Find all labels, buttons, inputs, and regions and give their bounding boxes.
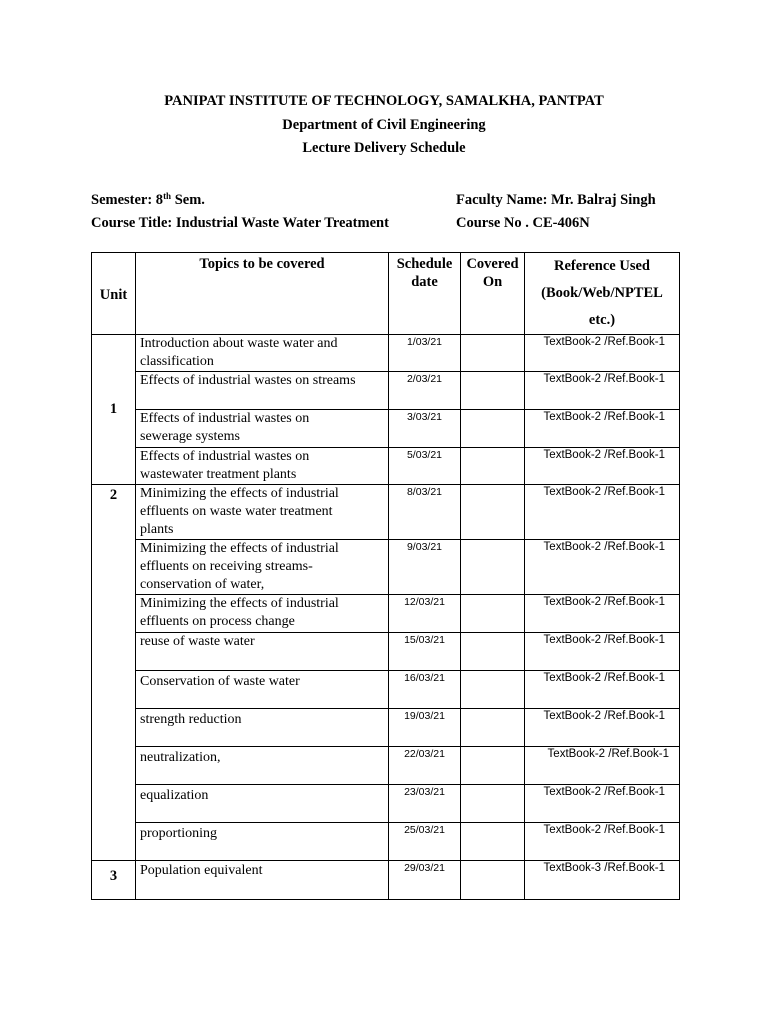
topic-cell: equalization	[136, 785, 389, 823]
header-reference-used: Reference Used (Book/Web/NPTEL etc.)	[525, 253, 680, 335]
table-row	[92, 823, 680, 861]
header-topics: Topics to be covered	[136, 253, 389, 335]
unit-number: 1	[92, 335, 136, 485]
covered-on-cell	[461, 372, 525, 410]
reference-cell: TextBook-2 /Ref.Book-1	[525, 709, 680, 747]
table-row	[92, 372, 680, 410]
schedule-date-cell: 9/03/21	[389, 540, 461, 595]
covered-on-cell	[461, 485, 525, 540]
schedule-date-cell: 8/03/21	[389, 485, 461, 540]
department-title: Department of Civil Engineering	[282, 117, 486, 133]
reference-cell: TextBook-2 /Ref.Book-1	[525, 410, 680, 448]
topic-cell: Conservation of waste water	[136, 671, 389, 709]
covered-on-cell	[461, 709, 525, 747]
covered-on-cell	[461, 540, 525, 595]
covered-on-cell	[461, 861, 525, 900]
schedule-date-cell: 16/03/21	[389, 671, 461, 709]
covered-on-cell	[461, 410, 525, 448]
table-row	[92, 747, 680, 785]
reference-cell: TextBook-2 /Ref.Book-1	[525, 485, 680, 540]
table-header-row	[92, 253, 680, 335]
topic-cell: strength reduction	[136, 709, 389, 747]
topic-cell: reuse of waste water	[136, 633, 389, 671]
reference-cell: TextBook-2 /Ref.Book-1	[525, 785, 680, 823]
header-unit: Unit	[92, 253, 136, 335]
covered-on-cell	[461, 595, 525, 633]
covered-on-cell	[461, 335, 525, 372]
table-row	[92, 448, 680, 485]
table-row	[92, 595, 680, 633]
semester-label: Semester: 8th Sem.	[91, 191, 205, 208]
topic-cell: Population equivalent	[136, 861, 389, 900]
reference-cell: TextBook-3 /Ref.Book-1	[525, 861, 680, 900]
topic-cell: Minimizing the effects of industrial effluents on receiving streams- conservation of water,	[136, 540, 389, 595]
reference-cell: TextBook-2 /Ref.Book-1	[525, 372, 680, 410]
schedule-date-cell: 3/03/21	[389, 410, 461, 448]
course-number: Course No . CE-406N	[456, 215, 590, 231]
unit-number: 2	[92, 485, 136, 861]
institute-title: PANIPAT INSTITUTE OF TECHNOLOGY, SAMALKHA, PANTPAT	[164, 93, 604, 109]
topic-cell: Minimizing the effects of industrial effluents on process change	[136, 595, 389, 633]
reference-cell: TextBook-2 /Ref.Book-1	[525, 823, 680, 861]
table-row	[92, 861, 680, 900]
covered-on-cell	[461, 633, 525, 671]
reference-cell: TextBook-2 /Ref.Book-1	[525, 540, 680, 595]
unit-number: 3	[92, 861, 136, 900]
topic-cell: Minimizing the effects of industrial effluents on waste water treatment plants	[136, 485, 389, 540]
covered-on-cell	[461, 671, 525, 709]
topic-cell: Effects of industrial wastes on streams	[136, 372, 389, 410]
covered-on-cell	[461, 747, 525, 785]
reference-cell: TextBook-2 /Ref.Book-1	[525, 335, 680, 372]
topic-cell: proportioning	[136, 823, 389, 861]
header-schedule-date: Schedule date	[389, 253, 461, 335]
table-row	[92, 335, 680, 372]
schedule-date-cell: 5/03/21	[389, 448, 461, 485]
table-row	[92, 633, 680, 671]
reference-cell: TextBook-2 /Ref.Book-1	[525, 747, 680, 785]
document-title: Lecture Delivery Schedule	[302, 140, 466, 156]
schedule-date-cell: 2/03/21	[389, 372, 461, 410]
table-row	[92, 709, 680, 747]
table-row	[92, 540, 680, 595]
course-title: Course Title: Industrial Waste Water Treatment	[91, 215, 389, 231]
schedule-date-cell: 19/03/21	[389, 709, 461, 747]
table-row	[92, 785, 680, 823]
topic-cell: Effects of industrial wastes on wastewater treatment plants	[136, 448, 389, 485]
faculty-name: Faculty Name: Mr. Balraj Singh	[456, 192, 656, 208]
covered-on-cell	[461, 448, 525, 485]
schedule-date-cell: 23/03/21	[389, 785, 461, 823]
schedule-date-cell: 29/03/21	[389, 861, 461, 900]
lecture-schedule-table	[91, 252, 680, 900]
reference-cell: TextBook-2 /Ref.Book-1	[525, 633, 680, 671]
schedule-date-cell: 22/03/21	[389, 747, 461, 785]
schedule-date-cell: 1/03/21	[389, 335, 461, 372]
table-row	[92, 410, 680, 448]
table-row	[92, 485, 680, 540]
reference-cell: TextBook-2 /Ref.Book-1	[525, 595, 680, 633]
schedule-date-cell: 25/03/21	[389, 823, 461, 861]
covered-on-cell	[461, 823, 525, 861]
schedule-date-cell: 15/03/21	[389, 633, 461, 671]
topic-cell: Effects of industrial wastes on sewerage systems	[136, 410, 389, 448]
reference-cell: TextBook-2 /Ref.Book-1	[525, 448, 680, 485]
schedule-date-cell: 12/03/21	[389, 595, 461, 633]
topic-cell: neutralization,	[136, 747, 389, 785]
header-covered-on: Covered On	[461, 253, 525, 335]
covered-on-cell	[461, 785, 525, 823]
reference-cell: TextBook-2 /Ref.Book-1	[525, 671, 680, 709]
topic-cell: Introduction about waste water and classification	[136, 335, 389, 372]
table-row	[92, 671, 680, 709]
